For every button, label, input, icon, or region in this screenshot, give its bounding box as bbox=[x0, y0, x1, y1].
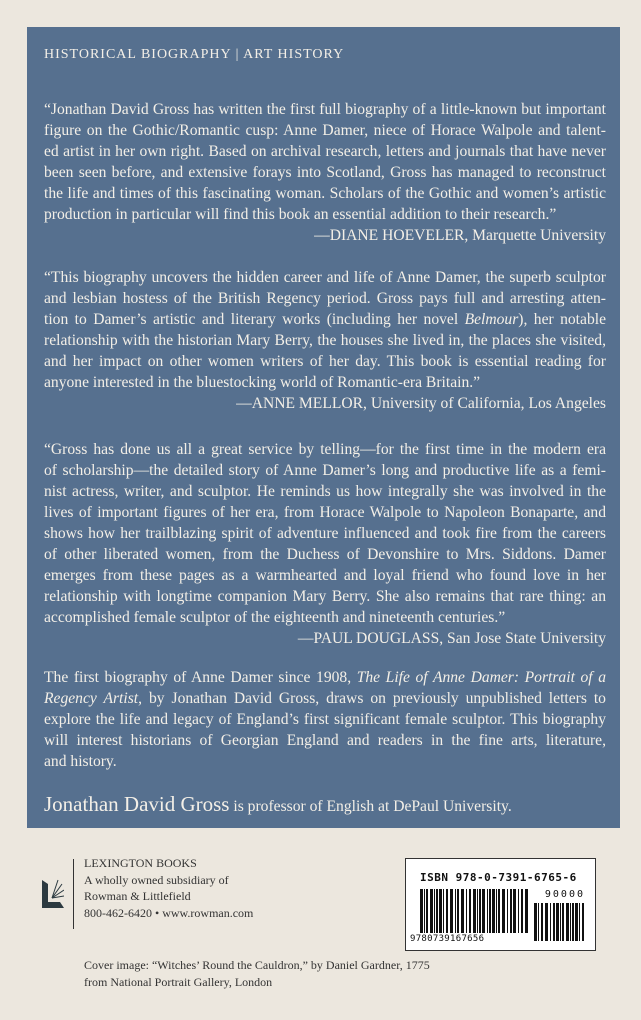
bar bbox=[582, 903, 584, 941]
bar bbox=[525, 889, 528, 933]
publisher-line: Rowman & Littlefield bbox=[84, 889, 191, 903]
bar bbox=[507, 889, 508, 933]
blurb-line: the life and times of this fascinating woman. Scholars of the Gothic and women’s artistic bbox=[44, 185, 606, 202]
text-segment: The first biography of Anne Damer since 1908, bbox=[44, 669, 357, 686]
bar bbox=[466, 889, 467, 933]
blurb-line: “Gross has done us all a great service by telling—for the first time in the modern era bbox=[44, 441, 606, 458]
bar bbox=[545, 903, 548, 941]
bar bbox=[510, 889, 512, 933]
publisher-contact: 800-462-6420 • www.rowman.com bbox=[84, 905, 254, 920]
bar bbox=[496, 889, 497, 933]
price-code: 90000 bbox=[544, 889, 585, 900]
bar bbox=[556, 903, 559, 941]
price-barcode-bars bbox=[534, 903, 588, 941]
author-name: Jonathan David Gross bbox=[44, 792, 230, 816]
text-segment: , by Jonathan David Gross, draws on previously unpublished letters to bbox=[138, 690, 606, 707]
bar bbox=[553, 903, 555, 941]
lexington-logo-icon bbox=[42, 876, 64, 910]
bar bbox=[439, 889, 442, 933]
blurb-line: relationship with longtime companion Mary Berry. She also remains that rare thing: an bbox=[44, 588, 606, 605]
blurb-douglass bbox=[44, 439, 606, 649]
blurb-line: figure on the Gothic/Romantic cusp: Anne Damer, niece of Horace Walpole and talent- bbox=[44, 122, 606, 139]
blurb-line: of other liberated women, from the Duchess of Devonshire to Mrs. Siddons. Damer bbox=[44, 546, 606, 563]
bar bbox=[575, 903, 578, 941]
ean-number: 9780739167656 bbox=[410, 934, 485, 944]
blurb-hoeveler bbox=[44, 99, 606, 246]
blurb-line: and her impact on other women writers of her day. This book is essential reading for bbox=[44, 353, 606, 370]
bar bbox=[566, 903, 569, 941]
blurb-attribution: —DIANE HOEVELER, Marquette University bbox=[314, 227, 606, 244]
bar bbox=[538, 903, 539, 941]
publisher-info bbox=[84, 855, 253, 921]
book-title: The Life of Anne Damer: Portrait of a bbox=[356, 669, 606, 686]
bar bbox=[541, 903, 543, 941]
blurb-line: nist actress, writer, and sculptor. He reminds us how integrally she was involved in the bbox=[44, 483, 606, 500]
cover-credit bbox=[84, 957, 430, 990]
description-line: and history. bbox=[44, 753, 117, 770]
bar bbox=[430, 889, 433, 933]
text-segment: tion to Damer’s artistic and literary works (including her novel bbox=[44, 311, 465, 328]
bar bbox=[482, 889, 485, 933]
bar bbox=[461, 889, 464, 933]
bar bbox=[434, 889, 435, 933]
blurb-mellor bbox=[44, 267, 606, 414]
isbn-barcode bbox=[405, 858, 596, 951]
bar bbox=[473, 889, 476, 933]
blurb-line: emerges from these pages as a warmhearted and loyal friend who found love in her bbox=[44, 567, 606, 584]
bar bbox=[436, 889, 438, 933]
bar bbox=[572, 903, 574, 941]
blurb-line: shows how her trailblazing spirit of adventure influenced and took fire from the careers bbox=[44, 525, 606, 542]
text-segment: ), her notable bbox=[518, 311, 606, 328]
back-cover-panel bbox=[27, 27, 620, 828]
bar bbox=[562, 903, 564, 941]
divider bbox=[73, 859, 74, 929]
blurb-line: of scholarship—the detailed story of Anne Damer’s long and productive life as a femi- bbox=[44, 462, 606, 479]
bar bbox=[521, 889, 523, 933]
bar bbox=[570, 903, 571, 941]
blurb-line: “Jonathan David Gross has written the first full biography of a little-known but important bbox=[44, 101, 606, 118]
bar bbox=[424, 889, 425, 933]
bar bbox=[502, 889, 505, 933]
book-title: Regency Artist bbox=[44, 690, 139, 707]
footer bbox=[0, 840, 641, 1020]
blurb-line: anyone interested in the bluestocking world of Romantic-era Britain.” bbox=[44, 374, 481, 391]
bar bbox=[443, 889, 444, 933]
novel-title: Belmour bbox=[464, 311, 519, 328]
bar bbox=[479, 889, 481, 933]
bar bbox=[550, 903, 551, 941]
description-line bbox=[44, 667, 606, 688]
bar bbox=[492, 889, 495, 933]
bar bbox=[469, 889, 471, 933]
bar bbox=[420, 889, 423, 933]
bar bbox=[518, 889, 519, 933]
bar bbox=[446, 889, 448, 933]
category-label: HISTORICAL BIOGRAPHY | ART HISTORY bbox=[44, 47, 345, 62]
bar bbox=[450, 889, 453, 933]
bar bbox=[477, 889, 478, 933]
isbn-text: ISBN 978-0-7391-6765-6 bbox=[420, 871, 577, 884]
publisher-line: A wholly owned subsidiary of bbox=[84, 872, 229, 887]
blurb-line: production in particular will find this book an essential addition to their research.” bbox=[44, 206, 557, 223]
bar bbox=[426, 889, 428, 933]
blurb-line: been seen before, and extensive forays into Scotland, Gross has managed to reconstruct bbox=[44, 164, 606, 181]
blurb-line: accomplished female sculptor of the eighteenth and nineteenth centuries.” bbox=[44, 609, 506, 626]
credit-line: Cover image: “Witches’ Round the Cauldron,” by Daniel Gardner, 1775 bbox=[84, 958, 430, 972]
credit-line: from National Portrait Gallery, London bbox=[84, 974, 273, 989]
bar bbox=[534, 903, 537, 941]
publisher-name: LEXINGTON BOOKS bbox=[84, 856, 197, 870]
author-bio bbox=[44, 791, 512, 820]
blurb-line: and lesbian hostess of the British Regency period. Gross pays full and arresting atten- bbox=[44, 290, 606, 307]
description-line bbox=[44, 688, 606, 709]
book-description bbox=[44, 667, 606, 772]
description-line: will interest historians of Georgian England and readers in the fine arts, literature, bbox=[44, 732, 606, 749]
bar bbox=[513, 889, 516, 933]
bar bbox=[579, 903, 580, 941]
bar bbox=[455, 889, 456, 933]
bar bbox=[560, 903, 561, 941]
barcode-bars bbox=[420, 889, 528, 933]
bar bbox=[489, 889, 491, 933]
blurb-line bbox=[44, 309, 606, 330]
blurb-attribution: —ANNE MELLOR, University of California, Los Angeles bbox=[236, 395, 606, 412]
bar bbox=[487, 889, 488, 933]
author-bio-text: is professor of English at DePaul University. bbox=[229, 798, 512, 815]
bar bbox=[498, 889, 500, 933]
description-line: explore the life and legacy of England’s first significant female sculptor. This biography bbox=[44, 711, 606, 728]
blurb-line: relationship with the historian Mary Berry, the houses she lived in, the places she visited, bbox=[44, 332, 606, 349]
blurb-attribution: —PAUL DOUGLASS, San Jose State University bbox=[297, 630, 606, 647]
blurb-line: “This biography uncovers the hidden career and life of Anne Damer, the superb sculptor bbox=[44, 269, 606, 286]
bar bbox=[457, 889, 459, 933]
blurb-line: ed artist in her own right. Based on archival research, letters and journals that have never bbox=[44, 143, 606, 160]
blurb-line: lives of important figures of her era, from Horace Walpole to Napoleon Bonaparte, and bbox=[44, 504, 606, 521]
